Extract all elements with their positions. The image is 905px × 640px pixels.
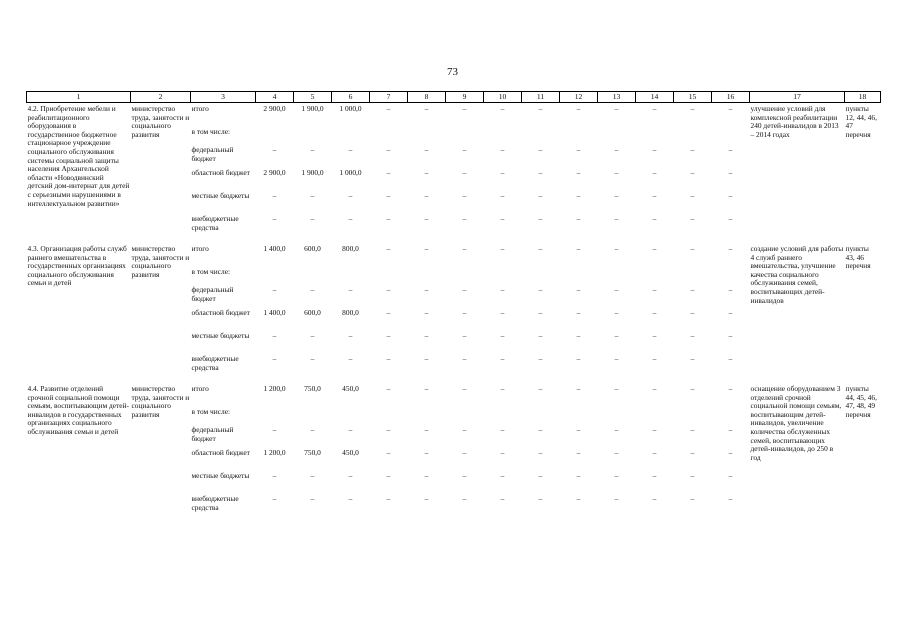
amount-col-14 xyxy=(636,128,674,146)
column-number-7: 7 xyxy=(370,92,408,103)
amount-col-10: – xyxy=(500,168,505,177)
amount-col-12: – xyxy=(576,471,581,480)
amount-col-13: – xyxy=(614,448,619,457)
expected-result: улучшение условий для комплексной реабилитации 240 детей-инвалидов в 2013 – 2014 годах xyxy=(750,104,839,139)
amount-col-7: – xyxy=(386,384,391,393)
amount-col-14: – xyxy=(652,471,657,480)
executor-name: министерство труда, занятости и социального развития xyxy=(131,104,190,139)
funding-source: областной бюджет xyxy=(191,168,250,177)
amount-col-13: – xyxy=(614,244,619,253)
amount-col-15: – xyxy=(690,104,695,113)
amount-col-12: – xyxy=(576,308,581,317)
amount-col-13: – xyxy=(614,285,619,294)
amount-col-8: – xyxy=(424,191,429,200)
amount-col-8 xyxy=(408,128,446,146)
column-number-5: 5 xyxy=(294,92,332,103)
amount-total xyxy=(256,268,294,286)
amount-col-12: – xyxy=(576,425,581,434)
amount-col-15: – xyxy=(690,494,695,503)
amount-col-9: – xyxy=(462,285,467,294)
amount-total: 1 400,0 xyxy=(263,244,286,253)
amount-col-7: – xyxy=(386,145,391,154)
funding-source: в том числе: xyxy=(191,407,231,416)
executor-name: министерство труда, занятости и социального развития xyxy=(131,384,190,419)
amount-total: – xyxy=(272,214,277,223)
amount-col-14: – xyxy=(652,448,657,457)
amount-2013 xyxy=(294,128,332,146)
amount-2014: – xyxy=(348,214,353,223)
amount-col-15: – xyxy=(690,191,695,200)
table-body xyxy=(27,103,881,519)
amount-total: 1 200,0 xyxy=(263,448,286,457)
amount-col-9: – xyxy=(462,214,467,223)
amount-col-12 xyxy=(560,408,598,426)
amount-col-15: – xyxy=(690,308,695,317)
amount-col-15 xyxy=(674,128,712,146)
amount-col-10: – xyxy=(500,384,505,393)
amount-2013 xyxy=(294,408,332,426)
amount-col-8: – xyxy=(424,448,429,457)
amount-col-12: – xyxy=(576,214,581,223)
amount-col-14: – xyxy=(652,104,657,113)
amount-2013: – xyxy=(310,331,315,340)
amount-2014: 450,0 xyxy=(342,384,359,393)
amount-col-15: – xyxy=(690,168,695,177)
column-number-14: 14 xyxy=(636,92,674,103)
amount-total: – xyxy=(272,191,277,200)
amount-2013: 1 900,0 xyxy=(301,168,324,177)
amount-2014: 800,0 xyxy=(342,244,359,253)
amount-col-11: – xyxy=(538,425,543,434)
column-number-11: 11 xyxy=(522,92,560,103)
amount-col-13: – xyxy=(614,384,619,393)
column-number-9: 9 xyxy=(446,92,484,103)
amount-col-9: – xyxy=(462,308,467,317)
amount-col-9: – xyxy=(462,494,467,503)
funding-source: внебюджетные средства xyxy=(191,214,239,232)
funding-source: федеральный бюджет xyxy=(191,145,234,163)
amount-2014: – xyxy=(348,331,353,340)
funding-source: областной бюджет xyxy=(191,308,250,317)
amount-col-16: – xyxy=(728,145,733,154)
amount-2013: – xyxy=(310,191,315,200)
amount-col-15: – xyxy=(690,354,695,363)
amount-col-8: – xyxy=(424,384,429,393)
amount-2014: 450,0 xyxy=(342,448,359,457)
amount-col-14: – xyxy=(652,214,657,223)
funding-source: федеральный бюджет xyxy=(191,285,234,303)
amount-col-16: – xyxy=(728,448,733,457)
amount-col-11: – xyxy=(538,471,543,480)
amount-col-12: – xyxy=(576,191,581,200)
amount-2013: – xyxy=(310,214,315,223)
amount-total: 1 200,0 xyxy=(263,384,286,393)
amount-col-11: – xyxy=(538,244,543,253)
amount-col-7: – xyxy=(386,494,391,503)
funding-source: федеральный бюджет xyxy=(191,425,234,443)
amount-col-11 xyxy=(522,268,560,286)
amount-col-13: – xyxy=(614,168,619,177)
amount-col-10: – xyxy=(500,104,505,113)
column-number-2: 2 xyxy=(131,92,191,103)
amount-col-13: – xyxy=(614,308,619,317)
amount-2014: 1 000,0 xyxy=(339,104,362,113)
amount-col-9: – xyxy=(462,244,467,253)
program-table-area xyxy=(26,91,881,518)
amount-col-14 xyxy=(636,408,674,426)
amount-col-12: – xyxy=(576,168,581,177)
amount-2013: – xyxy=(310,354,315,363)
amount-col-8: – xyxy=(424,471,429,480)
amount-col-8: – xyxy=(424,308,429,317)
amount-2014: 800,0 xyxy=(342,308,359,317)
funding-source: внебюджетные средства xyxy=(191,354,239,372)
amount-col-8: – xyxy=(424,425,429,434)
amount-col-16: – xyxy=(728,104,733,113)
amount-col-7: – xyxy=(386,191,391,200)
column-number-10: 10 xyxy=(484,92,522,103)
column-number-8: 8 xyxy=(408,92,446,103)
amount-col-16: – xyxy=(728,425,733,434)
amount-col-7: – xyxy=(386,331,391,340)
amount-total: – xyxy=(272,331,277,340)
funding-source: в том числе: xyxy=(191,127,231,136)
amount-col-10: – xyxy=(500,214,505,223)
amount-col-16: – xyxy=(728,244,733,253)
amount-total xyxy=(256,408,294,426)
amount-col-7: – xyxy=(386,214,391,223)
amount-col-14: – xyxy=(652,384,657,393)
amount-col-9: – xyxy=(462,448,467,457)
amount-col-9: – xyxy=(462,384,467,393)
amount-col-11: – xyxy=(538,191,543,200)
amount-col-16 xyxy=(712,268,750,286)
amount-col-9 xyxy=(446,268,484,286)
amount-col-16: – xyxy=(728,354,733,363)
amount-col-11: – xyxy=(538,145,543,154)
column-number-15: 15 xyxy=(674,92,712,103)
amount-2014: – xyxy=(348,191,353,200)
amount-2013: 750,0 xyxy=(304,448,321,457)
amount-col-10: – xyxy=(500,425,505,434)
amount-col-9: – xyxy=(462,191,467,200)
amount-2013: – xyxy=(310,425,315,434)
amount-2013: – xyxy=(310,494,315,503)
amount-col-13: – xyxy=(614,494,619,503)
reference-points: пункты 12, 44, 46, 47 перечня xyxy=(845,104,877,139)
amount-col-16: – xyxy=(728,384,733,393)
amount-col-9 xyxy=(446,408,484,426)
amount-2014: – xyxy=(348,425,353,434)
amount-2013: 750,0 xyxy=(304,384,321,393)
page-number: 73 xyxy=(447,66,458,78)
amount-col-10: – xyxy=(500,285,505,294)
amount-total: 2 900,0 xyxy=(263,168,286,177)
amount-col-11: – xyxy=(538,308,543,317)
amount-2013: 1 900,0 xyxy=(301,104,324,113)
column-number-16: 16 xyxy=(712,92,750,103)
amount-col-12: – xyxy=(576,285,581,294)
amount-col-7: – xyxy=(386,308,391,317)
amount-col-10: – xyxy=(500,354,505,363)
amount-col-8: – xyxy=(424,104,429,113)
funding-source: местные бюджеты xyxy=(191,331,250,340)
amount-col-12: – xyxy=(576,384,581,393)
amount-2013: 600,0 xyxy=(304,308,321,317)
amount-col-10: – xyxy=(500,145,505,154)
column-number-6: 6 xyxy=(332,92,370,103)
amount-total: – xyxy=(272,494,277,503)
amount-col-11: – xyxy=(538,494,543,503)
amount-col-12: – xyxy=(576,494,581,503)
funding-source: итого xyxy=(191,104,209,113)
amount-col-14: – xyxy=(652,168,657,177)
amount-col-14: – xyxy=(652,285,657,294)
amount-col-16 xyxy=(712,128,750,146)
amount-col-9: – xyxy=(462,145,467,154)
amount-col-10: – xyxy=(500,331,505,340)
amount-col-9: – xyxy=(462,168,467,177)
measure-name: 4.2. Приобретение мебели и реабилитационного оборудования в государственное бюджетное стационарное учреждение социального обслуживания системы социальной защиты населения Архангельской области «Новодвинский детский дом-интернат для детей с серьезными нарушениями в интеллектуальном развитии» xyxy=(27,104,130,208)
amount-col-16: – xyxy=(728,494,733,503)
column-number-3: 3 xyxy=(191,92,256,103)
column-number-17: 17 xyxy=(750,92,845,103)
amount-col-15: – xyxy=(690,145,695,154)
amount-col-7: – xyxy=(386,285,391,294)
table-row xyxy=(27,238,881,268)
amount-col-13 xyxy=(598,408,636,426)
amount-col-7: – xyxy=(386,471,391,480)
amount-col-7 xyxy=(370,268,408,286)
amount-total: – xyxy=(272,425,277,434)
amount-col-10: – xyxy=(500,448,505,457)
amount-col-10: – xyxy=(500,244,505,253)
amount-col-16: – xyxy=(728,471,733,480)
amount-col-9 xyxy=(446,128,484,146)
amount-total: – xyxy=(272,285,277,294)
measure-name: 4.3. Организация работы служб раннего вмешательства в государственных организациях социального обслуживания семьи и детей xyxy=(27,244,127,288)
amount-col-8: – xyxy=(424,285,429,294)
amount-col-15: – xyxy=(690,285,695,294)
amount-total: 1 400,0 xyxy=(263,308,286,317)
amount-col-16 xyxy=(712,408,750,426)
funding-source: внебюджетные средства xyxy=(191,494,239,512)
amount-col-13: – xyxy=(614,331,619,340)
amount-col-15 xyxy=(674,408,712,426)
amount-col-16: – xyxy=(728,308,733,317)
amount-2013 xyxy=(294,268,332,286)
amount-2013: 600,0 xyxy=(304,244,321,253)
amount-col-8: – xyxy=(424,494,429,503)
amount-col-11 xyxy=(522,408,560,426)
amount-col-13: – xyxy=(614,425,619,434)
amount-col-7 xyxy=(370,408,408,426)
amount-col-8 xyxy=(408,408,446,426)
column-number-12: 12 xyxy=(560,92,598,103)
amount-col-13: – xyxy=(614,104,619,113)
amount-col-15: – xyxy=(690,331,695,340)
amount-col-12 xyxy=(560,128,598,146)
amount-col-14: – xyxy=(652,244,657,253)
amount-col-9: – xyxy=(462,425,467,434)
amount-col-7: – xyxy=(386,168,391,177)
amount-col-10: – xyxy=(500,191,505,200)
executor-name: министерство труда, занятости и социального развития xyxy=(131,244,190,279)
amount-col-8: – xyxy=(424,214,429,223)
funding-source: итого xyxy=(191,384,209,393)
amount-2014: 1 000,0 xyxy=(339,168,362,177)
amount-col-8: – xyxy=(424,331,429,340)
amount-col-12: – xyxy=(576,331,581,340)
amount-col-13: – xyxy=(614,354,619,363)
amount-col-11: – xyxy=(538,354,543,363)
amount-col-12 xyxy=(560,268,598,286)
amount-col-8: – xyxy=(424,244,429,253)
measure-name: 4.4. Развитие отделений срочной социальной помощи семьям, воспитывающим детей-инвалидов в государственных организациях социального обслуживания семьи и детей xyxy=(27,384,130,436)
amount-col-9: – xyxy=(462,331,467,340)
amount-col-14: – xyxy=(652,145,657,154)
amount-col-12: – xyxy=(576,354,581,363)
amount-2014 xyxy=(332,128,370,146)
amount-col-15: – xyxy=(690,214,695,223)
amount-col-14: – xyxy=(652,354,657,363)
amount-col-10 xyxy=(484,408,522,426)
amount-col-13: – xyxy=(614,471,619,480)
amount-col-8 xyxy=(408,268,446,286)
table-row xyxy=(27,103,881,129)
amount-col-14: – xyxy=(652,308,657,317)
column-number-13: 13 xyxy=(598,92,636,103)
amount-col-11: – xyxy=(538,285,543,294)
funding-source: в том числе: xyxy=(191,267,231,276)
column-number-1: 1 xyxy=(27,92,131,103)
amount-col-16: – xyxy=(728,191,733,200)
funding-source: областной бюджет xyxy=(191,448,250,457)
amount-col-8: – xyxy=(424,168,429,177)
amount-col-10 xyxy=(484,128,522,146)
amount-col-16: – xyxy=(728,214,733,223)
amount-2014: – xyxy=(348,494,353,503)
amount-col-15 xyxy=(674,268,712,286)
amount-col-7: – xyxy=(386,354,391,363)
amount-col-15: – xyxy=(690,471,695,480)
amount-col-10: – xyxy=(500,471,505,480)
amount-col-7: – xyxy=(386,425,391,434)
amount-col-7: – xyxy=(386,244,391,253)
column-number-row xyxy=(27,92,881,103)
amount-total: – xyxy=(272,145,277,154)
amount-col-9: – xyxy=(462,354,467,363)
amount-col-10 xyxy=(484,268,522,286)
amount-2014: – xyxy=(348,471,353,480)
funding-source: итого xyxy=(191,244,209,253)
amount-col-14: – xyxy=(652,331,657,340)
amount-2014: – xyxy=(348,145,353,154)
amount-col-14 xyxy=(636,268,674,286)
amount-col-7 xyxy=(370,128,408,146)
table-row xyxy=(27,378,881,408)
amount-col-14: – xyxy=(652,494,657,503)
funding-source: местные бюджеты xyxy=(191,191,250,200)
amount-2013: – xyxy=(310,471,315,480)
amount-col-11: – xyxy=(538,384,543,393)
amount-col-14: – xyxy=(652,425,657,434)
column-number-18: 18 xyxy=(845,92,881,103)
amount-col-8: – xyxy=(424,354,429,363)
amount-col-11: – xyxy=(538,214,543,223)
amount-col-11 xyxy=(522,128,560,146)
amount-col-7: – xyxy=(386,448,391,457)
amount-2014: – xyxy=(348,285,353,294)
reference-points: пункты 43, 46 перечня xyxy=(845,244,871,271)
expected-result: создание условий для работы 4 служб раннего вмешательства, улучшение качества социального обслуживания семей, воспитывающих детей-инвалидов xyxy=(750,244,844,305)
reference-points: пункты 44, 45, 46, 47, 48, 49 перечня xyxy=(845,384,877,419)
program-table xyxy=(26,91,881,518)
amount-col-11: – xyxy=(538,331,543,340)
amount-2014 xyxy=(332,408,370,426)
amount-col-15: – xyxy=(690,425,695,434)
amount-total: – xyxy=(272,471,277,480)
amount-col-11: – xyxy=(538,104,543,113)
amount-col-11: – xyxy=(538,448,543,457)
amount-col-13 xyxy=(598,128,636,146)
expected-result: оснащение оборудованием 3 отделений срочной социальной помощи семьям, воспитывающим детей-инвалидов, увеличение количества обслуженных семей, воспитывающих детей-инвалидов, до 250 в год xyxy=(750,384,842,462)
amount-2014 xyxy=(332,268,370,286)
amount-col-8: – xyxy=(424,145,429,154)
amount-col-12: – xyxy=(576,145,581,154)
amount-col-10: – xyxy=(500,308,505,317)
amount-total xyxy=(256,128,294,146)
amount-col-12: – xyxy=(576,244,581,253)
amount-col-15: – xyxy=(690,244,695,253)
amount-col-13: – xyxy=(614,191,619,200)
amount-col-11: – xyxy=(538,168,543,177)
amount-2014: – xyxy=(348,354,353,363)
amount-col-13: – xyxy=(614,145,619,154)
amount-col-16: – xyxy=(728,168,733,177)
amount-2013: – xyxy=(310,285,315,294)
amount-col-16: – xyxy=(728,331,733,340)
amount-col-15: – xyxy=(690,384,695,393)
amount-col-14: – xyxy=(652,191,657,200)
amount-total: – xyxy=(272,354,277,363)
amount-col-9: – xyxy=(462,104,467,113)
amount-col-12: – xyxy=(576,448,581,457)
amount-col-9: – xyxy=(462,471,467,480)
funding-source: местные бюджеты xyxy=(191,471,250,480)
amount-col-16: – xyxy=(728,285,733,294)
amount-total: 2 900,0 xyxy=(263,104,286,113)
amount-col-13 xyxy=(598,268,636,286)
amount-col-13: – xyxy=(614,214,619,223)
amount-col-7: – xyxy=(386,104,391,113)
amount-col-10: – xyxy=(500,494,505,503)
amount-col-12: – xyxy=(576,104,581,113)
amount-col-15: – xyxy=(690,448,695,457)
column-number-4: 4 xyxy=(256,92,294,103)
amount-2013: – xyxy=(310,145,315,154)
